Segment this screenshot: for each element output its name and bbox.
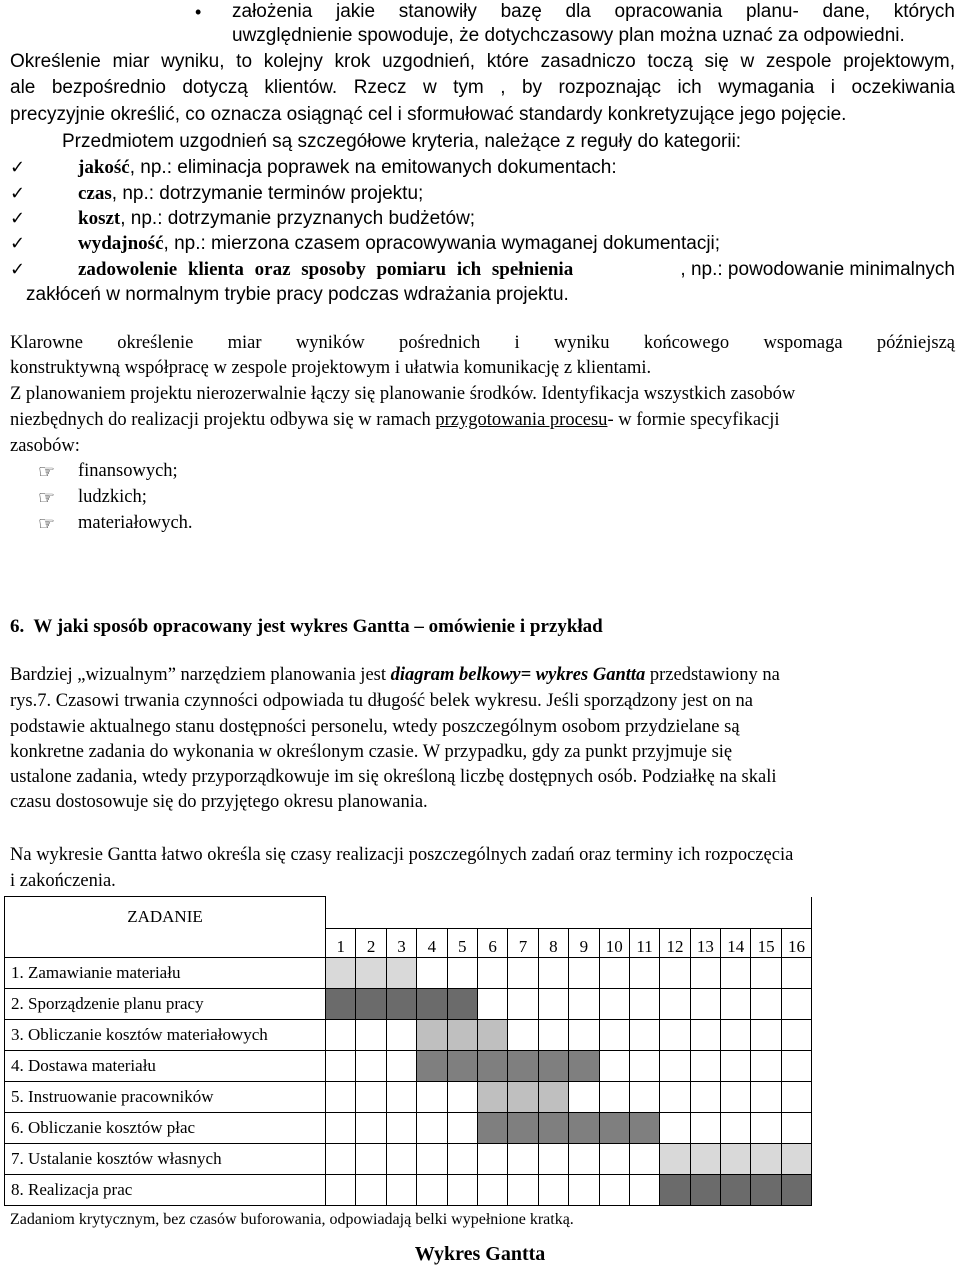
gantt-empty-cell <box>721 989 751 1020</box>
gantt-task-name: 8. Realizacja prac <box>5 1175 326 1206</box>
gantt-bar-cell <box>356 989 386 1020</box>
paragraph-line: Z planowaniem projektu nierozerwalnie łączy się planowanie środków. Identyfikacja wszystkich zasobów <box>10 384 796 404</box>
pointing-hand-icon: ☞ <box>38 514 56 535</box>
gantt-bar-cell <box>477 1082 507 1113</box>
resource-item: ludzkich; <box>78 487 147 507</box>
gantt-empty-cell <box>721 1051 751 1082</box>
gantt-empty-cell <box>447 1144 477 1175</box>
gantt-period-label: 13 <box>690 929 720 958</box>
criteria-item: wydajność, np.: mierzona czasem opracowywania wymaganej dokumentacji; <box>78 233 721 254</box>
gantt-empty-cell <box>569 1082 599 1113</box>
gantt-period-label: 11 <box>629 929 659 958</box>
gantt-empty-cell <box>629 989 659 1020</box>
gantt-empty-cell <box>751 1020 781 1051</box>
paragraph-line: konstruktywną współpracę w zespole projektowym i ułatwia komunikację z klientami. <box>10 358 652 378</box>
criteria-item: czas, np.: dotrzymanie terminów projektu; <box>78 183 424 204</box>
section-heading: 6. W jaki sposób opracowany jest wykres Gantta – omówienie i przykład <box>10 616 603 637</box>
gantt-empty-cell <box>690 1051 720 1082</box>
gantt-empty-cell <box>569 1020 599 1051</box>
bullet-line: założenia jakie stanowiły bazę dla opracowania planu- dane, których <box>232 1 955 22</box>
gantt-bar-cell <box>538 1113 568 1144</box>
gantt-empty-cell <box>751 958 781 989</box>
gantt-empty-cell <box>326 1051 356 1082</box>
resource-item: materiałowych. <box>78 513 193 533</box>
gantt-period-label: 1 <box>326 929 356 958</box>
gantt-row <box>5 989 812 1020</box>
pointing-hand-icon: ☞ <box>38 462 56 483</box>
gantt-empty-cell <box>417 1113 447 1144</box>
gantt-empty-cell <box>660 989 690 1020</box>
checkmark-icon: ✓ <box>10 208 26 228</box>
gantt-empty-cell <box>599 1051 629 1082</box>
gantt-bar-cell <box>417 989 447 1020</box>
gantt-empty-cell <box>508 1144 538 1175</box>
gantt-empty-cell <box>326 1020 356 1051</box>
gantt-bar-cell <box>356 958 386 989</box>
resource-item: finansowych; <box>78 461 178 481</box>
gantt-empty-cell <box>629 1020 659 1051</box>
gantt-empty-cell <box>690 958 720 989</box>
paragraph-line: ale bezpośrednio dotyczą klientów. Rzecz w tym , by rozpoznając ich wymagania i oczekiwania <box>10 77 955 98</box>
gantt-empty-cell <box>721 1113 751 1144</box>
gantt-bar-cell <box>477 1113 507 1144</box>
gantt-period-label: 5 <box>447 929 477 958</box>
gantt-bar-cell <box>417 1020 447 1051</box>
gantt-empty-cell <box>721 1082 751 1113</box>
gantt-row <box>5 1082 812 1113</box>
gantt-note: Zadaniom krytycznym, bez czasów buforowania, odpowiadają belki wypełnione kratką. <box>10 1211 574 1228</box>
gantt-empty-cell <box>660 1051 690 1082</box>
gantt-empty-cell <box>477 989 507 1020</box>
gantt-empty-cell <box>660 1113 690 1144</box>
gantt-bar-cell <box>477 1020 507 1051</box>
gantt-bar-cell <box>326 989 356 1020</box>
gantt-empty-cell <box>326 1175 356 1206</box>
gantt-empty-cell <box>569 1144 599 1175</box>
gantt-bar-cell <box>538 1082 568 1113</box>
gantt-empty-cell <box>447 1082 477 1113</box>
paragraph-line: precyzyjnie określić, co oznacza osiągnąć cel i sformułować standardy konkretyzujące jego pojęcie. <box>10 104 847 125</box>
gantt-bar-cell <box>417 1051 447 1082</box>
gantt-empty-cell <box>781 989 811 1020</box>
gantt-empty-cell <box>629 1082 659 1113</box>
checkmark-icon: ✓ <box>10 259 26 279</box>
paragraph-line: Klarowne określenie miar wyników pośrednich i wyniku końcowego wspomaga późniejszą <box>10 333 955 353</box>
bullet-line: uwzględnienie spowoduje, że dotychczasowy plan można uznać za odpowiedni. <box>232 25 905 46</box>
gantt-task-name: 5. Instruowanie pracowników <box>5 1082 326 1113</box>
gantt-empty-cell <box>356 1020 386 1051</box>
gantt-empty-cell <box>569 1175 599 1206</box>
gantt-empty-cell <box>326 1144 356 1175</box>
paragraph-line: niezbędnych do realizacji projektu odbywa się w ramach przygotowania procesu - w formie specyfikacji <box>10 410 780 430</box>
gantt-empty-cell <box>508 989 538 1020</box>
gantt-bar-cell <box>660 1144 690 1175</box>
gantt-empty-cell <box>781 958 811 989</box>
gantt-bar-cell <box>721 1175 751 1206</box>
paragraph-line: Bardziej „wizualnym” narzędziem planowania jest diagram belkowy= wykres Gantta przedstawiony na <box>10 665 780 685</box>
gantt-period-label: 10 <box>599 929 629 958</box>
gantt-empty-cell <box>660 1082 690 1113</box>
gantt-empty-cell <box>538 1175 568 1206</box>
pointing-hand-icon: ☞ <box>38 488 56 509</box>
gantt-empty-cell <box>660 1020 690 1051</box>
gantt-empty-cell <box>356 1113 386 1144</box>
gantt-empty-cell <box>386 1051 416 1082</box>
gantt-bar-cell <box>660 1175 690 1206</box>
gantt-empty-cell <box>690 1020 720 1051</box>
gantt-period-label: 16 <box>781 929 811 958</box>
criteria-item: jakość, np.: eliminacja poprawek na emitowanych dokumentach: <box>78 157 617 178</box>
gantt-empty-cell <box>690 1082 720 1113</box>
paragraph-line: i zakończenia. <box>10 871 116 891</box>
gantt-empty-cell <box>629 958 659 989</box>
gantt-empty-cell <box>417 1175 447 1206</box>
gantt-task-name: 1. Zamawianie materiału <box>5 958 326 989</box>
gantt-empty-cell <box>356 1175 386 1206</box>
gantt-period-label: 7 <box>508 929 538 958</box>
gantt-empty-cell <box>386 1082 416 1113</box>
paragraph-line: ustalone zadania, wtedy przyporządkowuje im się określoną liczbę dostępnych osób. Podziałkę na skali <box>10 767 777 787</box>
gantt-empty-cell <box>508 1175 538 1206</box>
gantt-bar-cell <box>690 1144 720 1175</box>
checkmark-icon: ✓ <box>10 233 26 253</box>
gantt-empty-cell <box>477 1144 507 1175</box>
gantt-empty-cell <box>356 1144 386 1175</box>
gantt-period-label: 2 <box>356 929 386 958</box>
gantt-empty-cell <box>386 1144 416 1175</box>
gantt-empty-cell <box>447 1175 477 1206</box>
gantt-bar-cell <box>721 1144 751 1175</box>
gantt-table <box>4 896 812 1206</box>
gantt-empty-cell <box>599 1082 629 1113</box>
gantt-empty-cell <box>721 958 751 989</box>
gantt-empty-cell <box>538 1144 568 1175</box>
gantt-empty-cell <box>751 1051 781 1082</box>
gantt-empty-cell <box>417 1082 447 1113</box>
criteria-intro: Przedmiotem uzgodnień są szczegółowe kryteria, należące z reguły do kategorii: <box>62 131 742 152</box>
gantt-empty-cell <box>721 1020 751 1051</box>
gantt-bar-cell <box>386 958 416 989</box>
paragraph-line: Na wykresie Gantta łatwo określa się czasy realizacji poszczególnych zadań oraz terminy ich rozpoczęcia <box>10 845 794 865</box>
gantt-empty-cell <box>781 1082 811 1113</box>
gantt-period-header <box>326 897 812 958</box>
gantt-empty-cell <box>569 989 599 1020</box>
gantt-empty-cell <box>417 958 447 989</box>
gantt-bar-cell <box>599 1113 629 1144</box>
gantt-bar-cell <box>569 1113 599 1144</box>
gantt-period-label: 9 <box>569 929 599 958</box>
gantt-row <box>5 1144 812 1175</box>
gantt-period-label: 14 <box>721 929 751 958</box>
gantt-empty-cell <box>781 1113 811 1144</box>
gantt-empty-cell <box>690 1113 720 1144</box>
gantt-bar-cell <box>781 1175 811 1206</box>
gantt-empty-cell <box>538 958 568 989</box>
criteria-continuation: zakłóceń w normalnym trybie pracy podczas wdrażania projektu. <box>26 284 569 305</box>
gantt-empty-cell <box>751 1082 781 1113</box>
gantt-bar-cell <box>690 1175 720 1206</box>
gantt-period-label: 3 <box>386 929 416 958</box>
paragraph-line: Określenie miar wyniku, to kolejny krok uzgodnień, które zasadniczo toczą się w zespole projektowym, <box>10 51 955 72</box>
gantt-empty-cell <box>386 1113 416 1144</box>
gantt-row <box>5 1051 812 1082</box>
gantt-empty-cell <box>508 1020 538 1051</box>
gantt-empty-cell <box>599 989 629 1020</box>
gantt-task-name: 7. Ustalanie kosztów własnych <box>5 1144 326 1175</box>
gantt-empty-cell <box>386 1020 416 1051</box>
criteria-item: koszt, np.: dotrzymanie przyznanych budżetów; <box>78 208 476 229</box>
gantt-period-label: 15 <box>751 929 781 958</box>
gantt-empty-cell <box>751 989 781 1020</box>
gantt-bar-cell <box>508 1113 538 1144</box>
bullet-icon: • <box>195 2 202 22</box>
gantt-empty-cell <box>751 1113 781 1144</box>
gantt-row <box>5 1175 812 1206</box>
gantt-empty-cell <box>417 1144 447 1175</box>
gantt-empty-cell <box>599 1144 629 1175</box>
gantt-empty-cell <box>356 1082 386 1113</box>
gantt-period-label: 6 <box>477 929 507 958</box>
gantt-empty-cell <box>569 958 599 989</box>
gantt-empty-cell <box>538 1020 568 1051</box>
paragraph-line: rys.7. Czasowi trwania czynności odpowiada tu długość belek wykresu. Jeśli sporządzony jest on na <box>10 691 753 711</box>
gantt-empty-cell <box>508 958 538 989</box>
checkmark-icon: ✓ <box>10 183 26 203</box>
gantt-header-label: ZADANIE <box>127 907 203 926</box>
gantt-empty-cell <box>599 958 629 989</box>
process-link[interactable]: przygotowania procesu <box>435 410 608 430</box>
gantt-empty-cell <box>326 1113 356 1144</box>
gantt-header-task <box>5 897 326 958</box>
gantt-bar-cell <box>508 1051 538 1082</box>
gantt-empty-cell <box>447 1113 477 1144</box>
paragraph-line: konkretne zadania do wykonania w określonym czasie. W przypadku, gdy za punkt przyjmuje się <box>10 742 733 762</box>
gantt-bar-cell <box>629 1113 659 1144</box>
gantt-period-label: 8 <box>538 929 568 958</box>
gantt-row <box>5 1020 812 1051</box>
gantt-empty-cell <box>660 958 690 989</box>
gantt-bar-cell <box>538 1051 568 1082</box>
gantt-empty-cell <box>781 1051 811 1082</box>
gantt-empty-cell <box>599 1020 629 1051</box>
gantt-empty-cell <box>629 1175 659 1206</box>
gantt-bar-cell <box>477 1051 507 1082</box>
checkmark-icon: ✓ <box>10 157 26 177</box>
criteria-item: zadowolenie klienta oraz sposoby pomiaru ich spełnienia , np.: powodowanie minimalnych <box>78 259 955 280</box>
gantt-empty-cell <box>781 1020 811 1051</box>
gantt-bar-cell <box>386 989 416 1020</box>
gantt-empty-cell <box>477 1175 507 1206</box>
gantt-row <box>5 958 812 989</box>
gantt-bar-cell <box>326 958 356 989</box>
gantt-empty-cell <box>477 958 507 989</box>
gantt-bar-cell <box>751 1144 781 1175</box>
gantt-period-label: 4 <box>417 929 447 958</box>
paragraph-line: czasu dostosowuje się do przyjętego okresu planowania. <box>10 792 428 812</box>
gantt-empty-cell <box>447 958 477 989</box>
gantt-bar-cell <box>569 1051 599 1082</box>
gantt-empty-cell <box>629 1144 659 1175</box>
gantt-bar-cell <box>508 1082 538 1113</box>
gantt-bar-cell <box>751 1175 781 1206</box>
gantt-chart <box>4 896 882 1200</box>
gantt-empty-cell <box>356 1051 386 1082</box>
gantt-period-label: 12 <box>660 929 690 958</box>
paragraph-line: zasobów: <box>10 436 80 456</box>
gantt-empty-cell <box>386 1175 416 1206</box>
gantt-bar-cell <box>447 1051 477 1082</box>
gantt-bar-cell <box>447 1020 477 1051</box>
gantt-bar-cell <box>781 1144 811 1175</box>
gantt-title: Wykres Gantta <box>414 1243 546 1265</box>
gantt-row <box>5 1113 812 1144</box>
gantt-task-name: 6. Obliczanie kosztów płac <box>5 1113 326 1144</box>
gantt-bar-cell <box>447 989 477 1020</box>
gantt-empty-cell <box>326 1082 356 1113</box>
paragraph-line: podstawie aktualnego stanu dostępności personelu, wtedy poszczególnym osobom przydzielane są <box>10 717 740 737</box>
gantt-empty-cell <box>629 1051 659 1082</box>
gantt-empty-cell <box>538 989 568 1020</box>
gantt-task-name: 4. Dostawa materiału <box>5 1051 326 1082</box>
gantt-task-name: 3. Obliczanie kosztów materiałowych <box>5 1020 326 1051</box>
gantt-empty-cell <box>599 1175 629 1206</box>
gantt-task-name: 2. Sporządzenie planu pracy <box>5 989 326 1020</box>
gantt-empty-cell <box>690 989 720 1020</box>
